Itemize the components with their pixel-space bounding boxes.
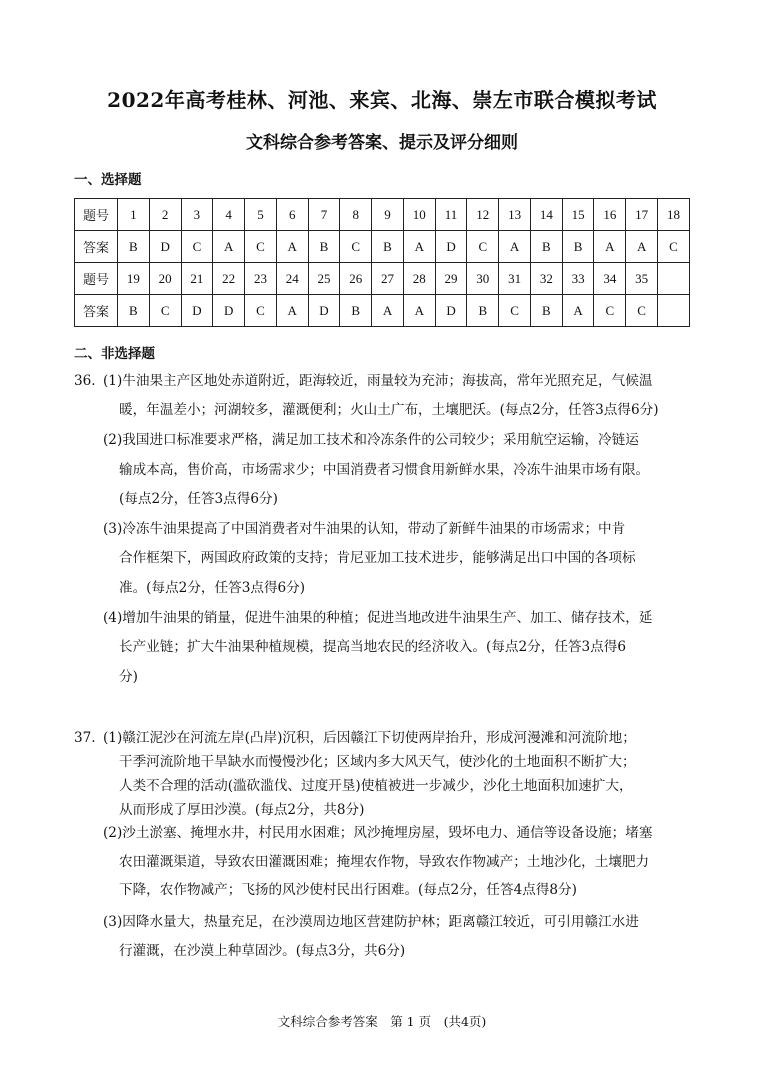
question-number: 26 bbox=[340, 263, 372, 295]
answer-line: 行灌溉，在沙漠上种草固沙。(每点3分，共6分) bbox=[119, 943, 406, 959]
answer-cell: C bbox=[340, 231, 372, 263]
answer-line: 下降，农作物减产；飞扬的风沙使村民出行困难。(每点2分，任答4点得8分) bbox=[119, 882, 577, 898]
section-heading-nonchoice: 二、非选择题 bbox=[74, 346, 155, 362]
answer-line: 人类不合理的活动(滥砍滥伐、过度开垦)使植被进一步减少，沙化土地面积加速扩大， bbox=[119, 778, 633, 794]
answer-cell: C bbox=[245, 295, 277, 327]
answer-line: (2)沙土淤塞、掩埋水井，村民用水困难；风沙掩埋房屋，毁坏电力、通信等设备设施；堵塞 bbox=[103, 825, 653, 841]
question-number: 27 bbox=[372, 263, 404, 295]
answer-cell: D bbox=[435, 295, 467, 327]
answer-line: (1)赣江泥沙在河流左岸(凸岸)沉积，后因赣江下切使两岸抬升，形成河漫滩和河流阶地； bbox=[103, 730, 636, 746]
answer-cell: A bbox=[626, 231, 658, 263]
table-row-answers-2 bbox=[75, 295, 690, 327]
question-number: 20 bbox=[149, 263, 181, 295]
question-number-37: 37. bbox=[74, 730, 96, 746]
answer-cell: B bbox=[372, 231, 404, 263]
answer-line: 合作框架下，两国政府政策的支持；肯尼亚加工技术进步，能够满足出口中国的各项标 bbox=[119, 550, 636, 566]
answer-cell: C bbox=[467, 231, 499, 263]
question-number: 23 bbox=[245, 263, 277, 295]
answer-cell: C bbox=[626, 295, 658, 327]
question-number: 22 bbox=[213, 263, 245, 295]
answer-cell: B bbox=[308, 231, 340, 263]
row-label: 答案 bbox=[75, 295, 118, 327]
answer-line: (1)牛油果主产区地处赤道附近，距海较近，雨量较为充沛；海拔高，常年光照充足，气候温 bbox=[103, 373, 653, 389]
question-number: 33 bbox=[562, 263, 594, 295]
question-number: 28 bbox=[403, 263, 435, 295]
answer-line: 从而形成了厚田沙漠。(每点2分，共8分) bbox=[119, 802, 365, 818]
answer-cell: A bbox=[276, 231, 308, 263]
question-number: 32 bbox=[530, 263, 562, 295]
answer-table bbox=[74, 198, 690, 327]
answer-cell: B bbox=[530, 295, 562, 327]
answer-cell: A bbox=[372, 295, 404, 327]
question-number: 2 bbox=[149, 199, 181, 231]
answer-cell: C bbox=[149, 295, 181, 327]
row-label: 答案 bbox=[75, 231, 118, 263]
answer-cell: C bbox=[499, 295, 531, 327]
question-number: 4 bbox=[213, 199, 245, 231]
page-subtitle: 文科综合参考答案、提示及评分细则 bbox=[246, 133, 518, 153]
question-number: 1 bbox=[118, 199, 150, 231]
question-number: 30 bbox=[467, 263, 499, 295]
answer-line: 干季河流阶地干旱缺水而慢慢沙化；区域内多大风天气，使沙化的土地面积不断扩大； bbox=[119, 754, 636, 770]
answer-line: 农田灌溉渠道，导致农田灌溉困难；掩埋农作物，导致农作物减产；土地沙化，土壤肥力 bbox=[119, 854, 650, 870]
answer-cell: D bbox=[435, 231, 467, 263]
answer-cell: A bbox=[499, 231, 531, 263]
answer-line: (3)因降水量大，热量充足，在沙漠周边地区营建防护林；距离赣江较近，可引用赣江水进 bbox=[103, 914, 639, 930]
question-number: 5 bbox=[245, 199, 277, 231]
answer-cell: C bbox=[594, 295, 626, 327]
question-number: 31 bbox=[499, 263, 531, 295]
answer-line: 长产业链；扩大牛油果种植规模，提高当地农民的经济收入。(每点2分，任答3点得6 bbox=[119, 639, 627, 655]
answer-cell: B bbox=[467, 295, 499, 327]
question-number: 34 bbox=[594, 263, 626, 295]
answer-line: 准。(每点2分，任答3点得6分) bbox=[119, 580, 306, 596]
table-row-numbers-1 bbox=[75, 199, 690, 231]
answer-cell: B bbox=[530, 231, 562, 263]
answer-cell: B bbox=[118, 295, 150, 327]
question-number: 7 bbox=[308, 199, 340, 231]
question-number: 18 bbox=[658, 199, 690, 231]
question-number: 12 bbox=[467, 199, 499, 231]
answer-cell: C bbox=[658, 231, 690, 263]
answer-cell: A bbox=[403, 295, 435, 327]
table-row-numbers-2 bbox=[75, 263, 690, 295]
answer-cell: B bbox=[340, 295, 372, 327]
answer-line: (4)增加牛油果的销量，促进牛油果的种植；促进当地改进牛油果生产、加工、储存技术，延 bbox=[103, 610, 653, 626]
answer-cell: A bbox=[276, 295, 308, 327]
answer-cell: D bbox=[308, 295, 340, 327]
question-number: 6 bbox=[276, 199, 308, 231]
question-number: 13 bbox=[499, 199, 531, 231]
answer-line: 输成本高，售价高，市场需求少；中国消费者习惯食用新鲜水果，冷冻牛油果市场有限。 bbox=[119, 462, 650, 478]
question-number: 25 bbox=[308, 263, 340, 295]
answer-line: 暖，年温差小；河湖较多，灌溉便利；火山土广布，土壤肥沃。(每点2分，任答3点得6分) bbox=[119, 402, 659, 418]
page-footer: 文科综合参考答案 第 1 页 (共4页) bbox=[277, 1014, 487, 1029]
answer-cell: B bbox=[562, 231, 594, 263]
question-number: 3 bbox=[181, 199, 213, 231]
answer-cell bbox=[658, 295, 690, 327]
question-number: 16 bbox=[594, 199, 626, 231]
question-number: 29 bbox=[435, 263, 467, 295]
question-number: 15 bbox=[562, 199, 594, 231]
answer-cell: D bbox=[181, 295, 213, 327]
row-label: 题号 bbox=[75, 263, 118, 295]
section-heading-choice: 一、选择题 bbox=[74, 172, 142, 188]
answer-cell: A bbox=[213, 231, 245, 263]
question-number: 24 bbox=[276, 263, 308, 295]
answer-cell: A bbox=[562, 295, 594, 327]
answer-line: (3)冷冻牛油果提高了中国消费者对牛油果的认知，带动了新鲜牛油果的市场需求；中肯 bbox=[103, 521, 626, 537]
answer-line: (2)我国进口标准要求严格，满足加工技术和冷冻条件的公司较少；采用航空运输，冷链运 bbox=[103, 432, 639, 448]
answer-cell: A bbox=[594, 231, 626, 263]
page-title: 2022年高考桂林、河池、来宾、北海、崇左市联合模拟考试 bbox=[107, 88, 657, 112]
answer-cell: A bbox=[403, 231, 435, 263]
answer-cell: B bbox=[118, 231, 150, 263]
question-number: 8 bbox=[340, 199, 372, 231]
answer-cell: C bbox=[181, 231, 213, 263]
question-number: 14 bbox=[530, 199, 562, 231]
question-number-36: 36. bbox=[74, 373, 96, 389]
question-number bbox=[658, 263, 690, 295]
question-number: 35 bbox=[626, 263, 658, 295]
answer-cell: D bbox=[213, 295, 245, 327]
question-number: 17 bbox=[626, 199, 658, 231]
question-number: 9 bbox=[372, 199, 404, 231]
question-number: 10 bbox=[403, 199, 435, 231]
answer-cell: C bbox=[245, 231, 277, 263]
question-number: 11 bbox=[435, 199, 467, 231]
question-number: 19 bbox=[118, 263, 150, 295]
answer-cell: D bbox=[149, 231, 181, 263]
answer-line: (每点2分，任答3点得6分) bbox=[119, 491, 278, 507]
question-number: 21 bbox=[181, 263, 213, 295]
row-label: 题号 bbox=[75, 199, 118, 231]
table-row-answers-1 bbox=[75, 231, 690, 263]
answer-line: 分) bbox=[119, 669, 138, 685]
